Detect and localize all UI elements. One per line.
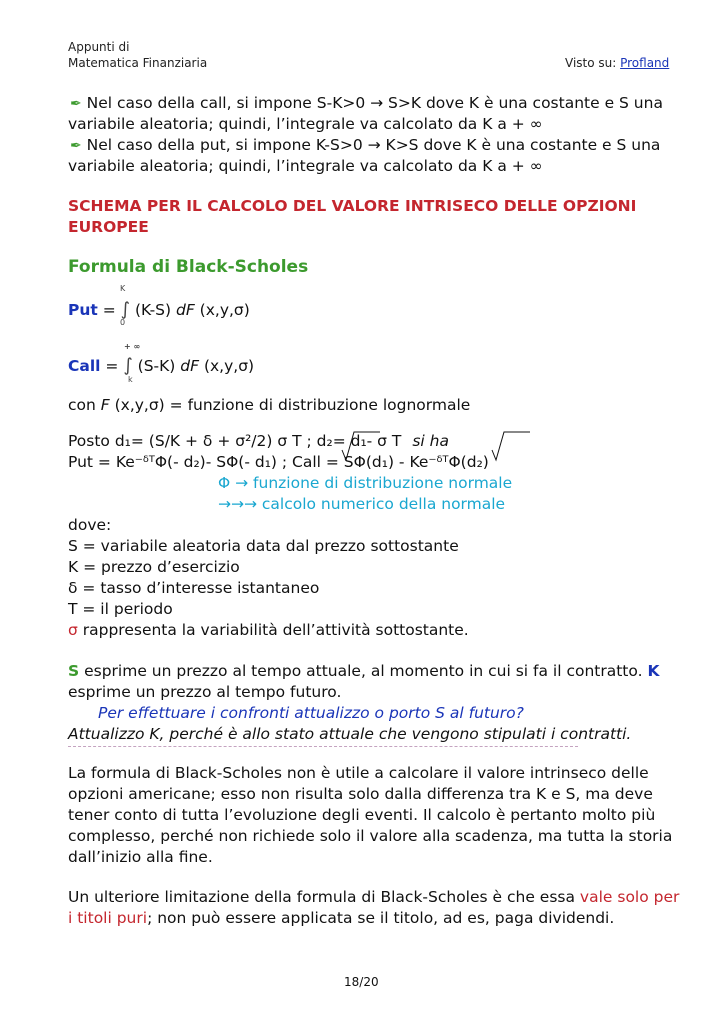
integral-symbol: ∫ — [120, 299, 131, 320]
para1-line2: opzioni americane; esso non risulta solo dalla differenza tra K e S, ma deve — [68, 785, 653, 803]
arrows-line: →→→ calcolo numerico della normale — [218, 495, 506, 513]
bullet-put-line1: ✒ Nel caso della put, si impone K-S>0 → K>S dove K è una costante e S una — [70, 136, 661, 154]
question-line: Per effettuare i confronti attualizzo o porto S al futuro? — [98, 704, 524, 722]
profland-link[interactable]: Profland — [620, 56, 670, 70]
def-delta: δ = tasso d’interesse istantaneo — [68, 579, 320, 597]
para1-line4: complesso, perché non richiede solo il valore alla scadenza, ma tutta la storia — [68, 827, 673, 845]
put-upper-limit: K — [120, 284, 126, 293]
para2-line1: Un ulteriore limitazione della formula di Black-Scholes è che essa vale solo per — [68, 888, 680, 906]
answer-line: Attualizzo K, perché è allo stato attuale che vengono stipulati i contratti. — [68, 725, 632, 743]
sk-para-line2: esprime un prezzo al tempo futuro. — [68, 683, 342, 701]
put-lower-limit: 0 — [120, 318, 126, 327]
para1-line5: dall’inizio alla fine. — [68, 848, 213, 866]
page-number: 18/20 — [344, 975, 379, 989]
call-upper-limit: + ∞ — [124, 342, 141, 351]
call-lower-limit: k — [128, 375, 133, 384]
def-dove: dove: — [68, 516, 112, 534]
bullet-put-line2: variabile aleatoria; quindi, l’integrale va calcolato da K a + ∞ — [68, 157, 543, 175]
leaf-bullet-icon: ✒ — [70, 96, 82, 112]
dashed-separator — [68, 746, 578, 747]
para1-line3: tener conto di tutta l’evoluzione degli eventi. Il calcolo è pertanto molto più — [68, 806, 656, 824]
def-s: S = variabile aleatoria data dal prezzo sottostante — [68, 537, 459, 555]
def-k: K = prezzo d’esercizio — [68, 558, 240, 576]
put-call-line: Put = Ke⁻ᵟᵀΦ(- d₂)- SΦ(- d₁) ; Call = SΦ(d₁) - Ke⁻ᵟᵀΦ(d₂) — [68, 453, 489, 471]
para2-line2: i titoli puri; non può essere applicata se il titolo, ad es, paga dividendi. — [68, 909, 615, 927]
formula-title: Formula di Black-Scholes — [68, 257, 309, 277]
leaf-bullet-icon: ✒ — [70, 138, 82, 154]
con-line: con F (x,y,σ) = funzione di distribuzione lognormale — [68, 396, 471, 414]
para1-line1: La formula di Black-Scholes non è utile a calcolare il valore intrinseco delle — [68, 764, 649, 782]
bullet-call-line1: ✒ Nel caso della call, si impone S-K>0 → S>K dove K è una costante e S una — [70, 94, 663, 112]
def-t: T = il periodo — [68, 600, 173, 618]
phi-line: Φ → funzione di distribuzione normale — [218, 474, 513, 492]
bullet-call-line2: variabile aleatoria; quindi, l’integrale va calcolato da K a + ∞ — [68, 115, 543, 133]
put-formula: Put = ∫ (K-S) dF (x,y,σ) — [68, 299, 250, 320]
header-line1: Appunti di — [68, 40, 130, 54]
def-sigma: σ rappresenta la variabilità dell’attività sottostante. — [68, 621, 469, 639]
section-title-line2: EUROPEE — [68, 218, 149, 236]
header-line2: Matematica Finanziaria — [68, 56, 208, 70]
header-visto: Visto su: Profland — [565, 56, 670, 70]
sk-para-line1: S esprime un prezzo al tempo attuale, al momento in cui si fa il contratto. K — [68, 662, 660, 680]
section-title-line1: SCHEMA PER IL CALCOLO DEL VALORE INTRISECO DELLE OPZIONI — [68, 197, 637, 215]
integral-symbol: ∫ — [123, 355, 133, 376]
posto-line: Posto d₁= (S/K + δ + σ²/2) σ T ; d₂= d₁- σ T si ha — [68, 432, 449, 450]
call-formula: Call = ∫ (S-K) dF (x,y,σ) — [68, 355, 255, 376]
